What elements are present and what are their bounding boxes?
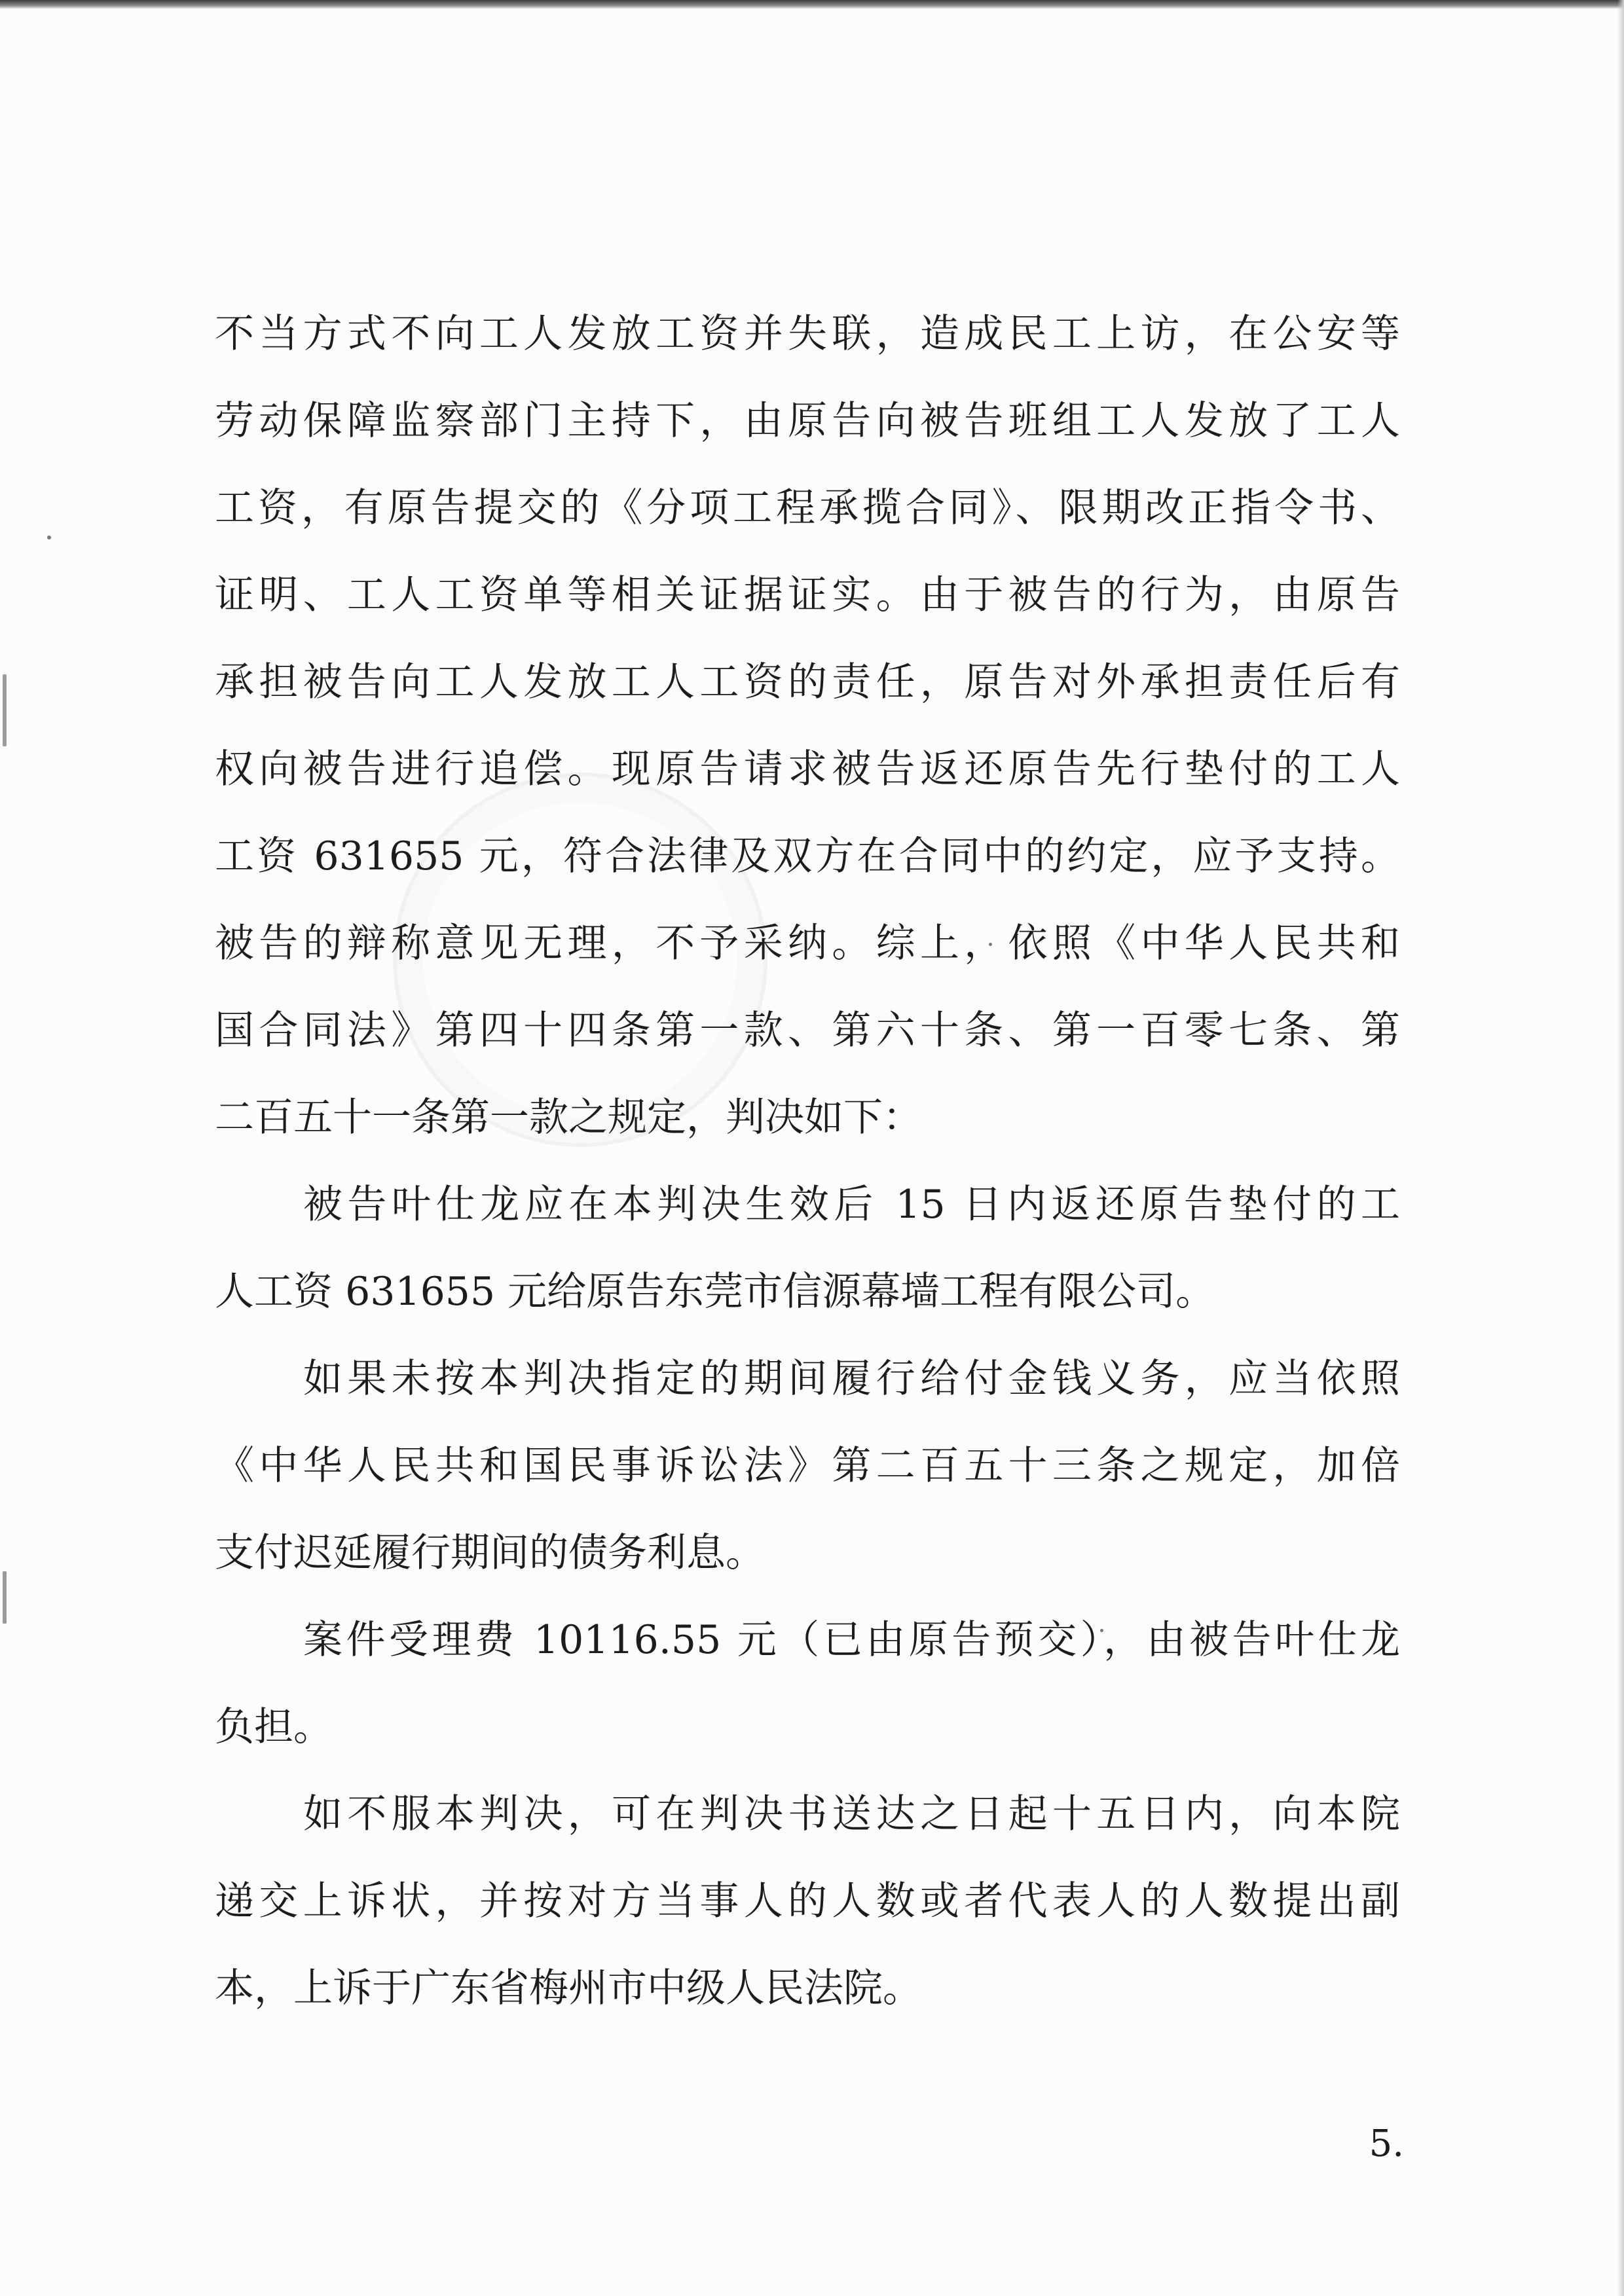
scan-left-mark	[3, 1571, 7, 1624]
text-line: 被告的辩称意见无理，不予采纳。综上，依照《中华人民共和	[215, 920, 1400, 966]
text-line: 劳动保障监察部门主持下，由原告向被告班组工人发放了工人	[215, 398, 1400, 444]
scan-top-edge	[0, 0, 1624, 9]
text-line: 承担被告向工人发放工人工资的责任，原告对外承担责任后有	[215, 659, 1400, 705]
text-line: 工资 631655 元，符合法律及双方在合同中的约定，应予支持。	[215, 833, 1400, 879]
page-number: 5.	[1369, 2123, 1404, 2165]
text-line: 国合同法》第四十四条第一款、第六十条、第一百零七条、第	[215, 1008, 1400, 1053]
paragraph-first-line: 案件受理费 10116.55 元（已由原告预交），由被告叶仕龙	[303, 1617, 1400, 1663]
paragraph-first-line: 如果未按本判决指定的期间履行给付金钱义务，应当依照	[303, 1356, 1400, 1402]
paragraph-first-line: 如不服本判决，可在判决书送达之日起十五日内，向本院	[303, 1791, 1400, 1837]
text-line: 支付迟延履行期间的债务利息。	[215, 1530, 765, 1576]
paragraph-first-line: 被告叶仕龙应在本判决生效后 15 日内返还原告垫付的工	[303, 1182, 1400, 1228]
text-line: 权向被告进行追偿。现原告请求被告返还原告先行垫付的工人	[215, 746, 1400, 792]
scan-speck	[47, 536, 51, 539]
text-line: 《中华人民共和国民事诉讼法》第二百五十三条之规定，加倍	[215, 1443, 1400, 1489]
text-line: 证明、工人工资单等相关证据证实。由于被告的行为，由原告	[215, 572, 1400, 618]
text-line: 工资，有原告提交的《分项工程承揽合同》、限期改正指令书、	[215, 485, 1400, 531]
text-line: 递交上诉状，并按对方当事人的人数或者代表人的人数提出副	[215, 1878, 1400, 1924]
text-line: 人工资 631655 元给原告东莞市信源幕墙工程有限公司。	[215, 1269, 1215, 1315]
text-line: 负担。	[215, 1704, 333, 1750]
text-line: 本，上诉于广东省梅州市中级人民法院。	[215, 1965, 922, 2011]
scan-left-mark	[3, 674, 7, 746]
scan-right-edge	[1617, 0, 1624, 2296]
text-line: 不当方式不向工人发放工资并失联，造成民工上访，在公安等	[215, 311, 1400, 357]
text-line: 二百五十一条第一款之规定，判决如下：	[215, 1095, 922, 1140]
